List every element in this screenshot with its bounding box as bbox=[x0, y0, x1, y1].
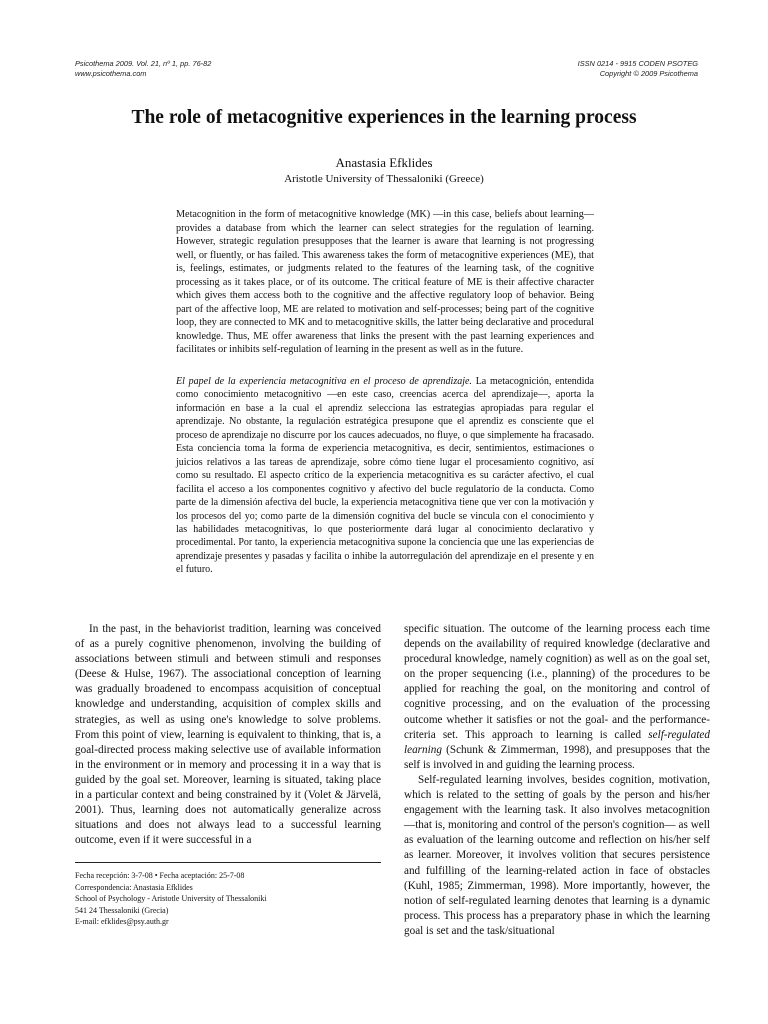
footnote-correspondence: Correspondencia: Anastasia Efklides bbox=[75, 882, 193, 892]
footnote-divider bbox=[75, 862, 381, 863]
journal-citation: Psicothema 2009. Vol. 21, nº 1, pp. 76-82 bbox=[75, 59, 212, 68]
author-affiliation: Aristotle University of Thessaloniki (Greece) bbox=[284, 173, 484, 185]
body-text: (Schunk & Zimmerman, 1998), and presupposes that the self is involved in and guiding the learning process. bbox=[404, 743, 710, 771]
footnote-address: 541 24 Thessaloniki (Grecia) bbox=[75, 905, 169, 915]
body-column-right bbox=[404, 622, 710, 939]
copyright-line: Copyright © 2009 Psicothema bbox=[599, 68, 698, 78]
abstract-spanish-title: El papel de la experiencia metacognitiva en el proceso de aprendizaje. bbox=[176, 376, 472, 387]
body-paragraph bbox=[404, 622, 710, 773]
abstract-english: Metacognition in the form of metacognitive knowledge (MK) —in this case, beliefs about learning— provides a database from which the learner can select strategies for the regulation of learning. However, strategic regulation presupposes that the learner is aware that learning is not progressing well, or fluently, or has failed. This awareness takes the form of metacognitive experiences (ME), that is, feelings, estimates, or judgments related to the features of the learning task, of the cognitive processing as it takes place, or of its outcome. The critical feature of ME is their affective character which gives them access both to the cognitive and the affective regulatory loop of behavior. Being part of the affective loop, ME are related to motivation and self-processes; being part of the cognitive loop, they are connected to MK and to metacognitive skills, the latter being declarative and procedural knowledge. Thus, ME offer awareness that links the present with the past learning experiences and facilitates or inhibits self-regulation of learning in the present as well as in the future. bbox=[176, 209, 594, 355]
article-title: The role of metacognitive experiences in the learning process bbox=[131, 107, 637, 128]
journal-website-link[interactable]: www.psicothema.com bbox=[75, 68, 147, 78]
footnote-email[interactable]: E-mail: efklides@psy.auth.gr bbox=[75, 917, 169, 926]
issn-line: ISSN 0214 - 9915 CODEN PSOTEG bbox=[577, 59, 698, 68]
body-paragraph: Self-regulated learning involves, besides cognition, motivation, which is related to the setting of goals by the person and his/her engagement with the learning task. It also involves metacognition —that is, monitoring and control of the person's cognition— as well as evaluation of the learning outcome and reflection on his/her self as learner. Moreover, it involves volition that secures persistence and fulfilling of the learning-related action in face of obstacles (Kuhl, 1985; Zimmerman, 1998). More importantly, however, the notion of self-regulated learning denotes that learning is a dynamic process. This process has a preparatory phase in which the learning goal is set and the task/situational bbox=[404, 773, 710, 937]
abstract-spanish-body: La metacognición, entendida como conocimiento metacognitivo —en este caso, creencias acerca del aprendizaje—, aporta la información en base a la cual el aprendiz selecciona las estrategias apropiadas para regular el aprendizaje. No obstante, la regulación estratégica presupone que el aprendiz es consciente que el proceso de aprendizaje no discurre por los cauces adecuados, no fluye, o que simplemente ha fracasado. Esta conciencia toma la forma de experiencia metacognitiva, es decir, sentimientos, estimaciones o juicios relativos a las tareas de aprendizaje, sobre cómo tiene lugar el procesamiento cognitivo, así como su resultado. El aspecto crítico de la experiencia metacognitiva es su carácter afectivo, el cual facilita el acceso a los componentes cognitivo y afectivo del bucle regulatorio de la conducta. Como parte de la dimensión afectiva del bucle, la experiencia metacognitiva tiene que ver con la motivación y los procesos del yo; como parte de la dimensión cognitiva del bucle se vincula con el conocimiento y las habilidades metacognitivas, lo que posteriormente dará lugar al conocimiento declarativo y procedimental. Por tanto, la experiencia metacognitiva supone la conciencia que une las experiencias de aprendizaje presentes y pasadas y facilita o inhibe la autorregulación del aprendizaje en el presente y en el futuro. bbox=[176, 376, 594, 576]
footnote-dates: Fecha recepción: 3-7-08 • Fecha aceptación: 25-7-08 bbox=[75, 871, 245, 880]
body-text: specific situation. The outcome of the learning process each time depends on the availability of required knowledge (declarative and procedural knowledge, namely cognition) as well as on the goal set, on the proper sequencing (i.e., planning) of the procedures to be applied for reaching the goal, on the monitoring and control of cognitive processing, and on the evaluation of the processing outcome whether it satisfies or not the goal- and the performance-criteria set. This approach to learning is called bbox=[404, 623, 710, 741]
body-emphasis: self-regulated learning bbox=[404, 728, 710, 756]
author-name: Anastasia Efklides bbox=[335, 155, 433, 170]
footnote-block bbox=[75, 870, 381, 928]
journal-header-right bbox=[578, 59, 698, 78]
body-paragraph: In the past, in the behaviorist tradition, learning was conceived of as a purely cognitive phenomenon, involving the building of associations between stimuli and between stimuli and responses (Deese & Hulse, 1967). The associational conception of learning was gradually broadened to encompass acquisition of conceptual knowledge and understanding, acquisition of complex skills and strategies, as well as using one's knowledge to solve problems. From this point of view, learning is equivalent to thinking, that is, a goal-directed process making selective use of available information in the environment or in memory and processing it in a way that is guided by the goal set. Moreover, learning is situated, taking place in a particular context and being constrained by it (Volet & Järvelä, 2001). Thus, learning does not automatically generalize across situations and does not always lead to a successful learning outcome, even if it were successful in a bbox=[75, 623, 381, 847]
journal-header-left bbox=[75, 59, 211, 78]
abstract-spanish bbox=[176, 375, 594, 577]
body-column-left bbox=[75, 622, 381, 848]
footnote-school: School of Psychology - Aristotle University of Thessaloniki bbox=[75, 894, 267, 903]
